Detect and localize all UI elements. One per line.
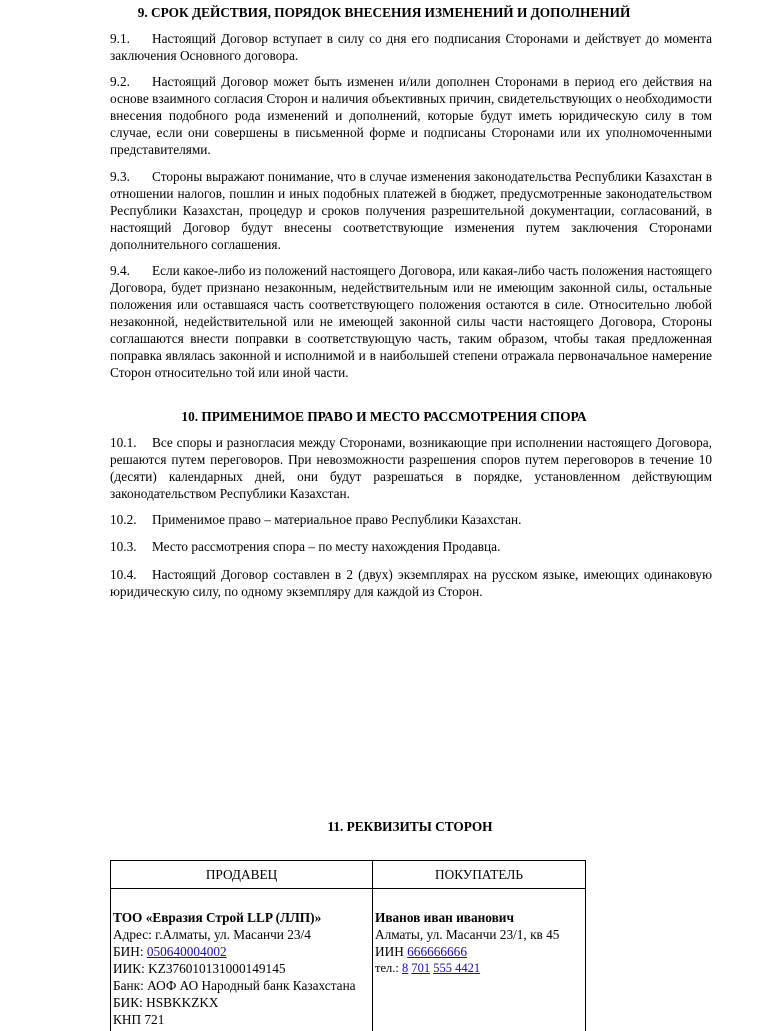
clause-text: Настоящий Договор составлен в 2 (двух) экземплярах на русском языке, имеющих одинаковую юридическую силу, по одному экземпляру для каждой из Сторон.: [110, 567, 712, 599]
clause-9-1: [110, 30, 712, 64]
clause-text: Настоящий Договор может быть изменен и/или дополнен Сторонами в период его действия на основе взаимного согласия Сторон и наличия объективных причин, свидетельствующих о необходимости внесения подобного рода изменений и дополнений, которые будут иметь юридическую силу в том случае, если они совершены в письменной форме и подписаны Сторонами или их уполномоченными представителями.: [110, 74, 712, 157]
requisites-table: [110, 860, 586, 1031]
buyer-address: Алматы, ул. Масанчи 23/1, кв 45: [375, 927, 560, 942]
clause-10-2: [110, 511, 712, 528]
buyer-name: Иванов иван иванович: [375, 910, 514, 925]
table-header-row: [111, 861, 585, 889]
buyer-phone: [375, 960, 585, 977]
seller-bik: БИК: HSBKKZKX: [113, 995, 219, 1010]
clause-number: 9.4.: [110, 263, 130, 278]
clause-text: Применимое право – материальное право Республики Казахстан.: [152, 512, 522, 527]
seller-iik: ИИК: KZ376010131000149145: [113, 961, 286, 976]
clause-number: 10.3.: [110, 539, 137, 554]
seller-bank: Банк: АОФ АО Народный банк Казахстана: [113, 978, 356, 993]
seller-name: ТОО «Евразия Строй LLP (ЛЛП)»: [113, 910, 322, 925]
clause-9-4: [110, 262, 712, 381]
clause-9-2: [110, 73, 712, 158]
seller-header: ПРОДАВЕЦ: [111, 861, 373, 888]
clause-text: Если какое-либо из положений настоящего Договора, или какая-либо часть положения настоящего Договора, будет признано незаконным, недействительным или не имеющим законной силы, остальные положения или оставшаяся часть соответствующего положения остаются в силе. Относительно любой незаконной, недействительной или не имеющей законной силы части настоящего Договора, Стороны соглашаются внести поправки в соответствующую часть, таким образом, чтобы такая предложенная поправка являлась законной и исполнимой и в наибольшей степени отражала первоначальное намерение Сторон относительно той или иной части.: [110, 263, 712, 380]
seller-bin-label: БИН:: [113, 944, 147, 959]
buyer-header: ПОКУПАТЕЛЬ: [435, 867, 523, 882]
clause-text: Стороны выражают понимание, что в случае изменения законодательства Республики Казахстан в отношении налогов, пошлин и иных подобных платежей в бюджет, предусмотренные законодательством Республики Казахстан, процедур и сроков получения разрешительной документации, согласований, в настоящий Договор будут внесены соответствующие изменения путем заключения Сторонами дополнительного соглашения.: [110, 169, 712, 252]
clause-text: Настоящий Договор вступает в силу со дня его подписания Сторонами и действует до момента заключения Основного договора.: [110, 31, 712, 63]
buyer-cell: [373, 889, 585, 1031]
seller-knp: КНП 721: [113, 1012, 165, 1027]
section-11-title: 11. РЕКВИЗИТЫ СТОРОН: [327, 819, 493, 834]
clause-10-4: [110, 566, 712, 600]
seller-bin: [113, 943, 372, 960]
section-9-title: 9. СРОК ДЕЙСТВИЯ, ПОРЯДОК ВНЕСЕНИЯ ИЗМЕНЕНИЙ И ДОПОЛНЕНИЙ: [137, 5, 631, 20]
clause-10-1: [110, 434, 712, 502]
seller-cell: [111, 889, 373, 1031]
clause-number: 10.4.: [110, 567, 137, 582]
clause-text: Место рассмотрения спора – по месту нахождения Продавца.: [152, 539, 501, 554]
clause-number: 9.1.: [110, 31, 130, 46]
seller-bin-link[interactable]: 050640004002: [146, 944, 227, 959]
clause-text: Все споры и разногласия между Сторонами, возникающие при исполнении настоящего Договора, решаются путем переговоров. При невозможности разрешения споров путем переговоров в течение 10 (десяти) календарных дней, они будут разрешаться в порядке, установленном действующим законодательством Республики Казахстан.: [110, 435, 712, 501]
table-body-row: [111, 889, 585, 1031]
buyer-iin: [375, 943, 585, 960]
phone-link-3[interactable]: 555 4421: [433, 961, 481, 975]
clause-9-3: [110, 168, 712, 253]
clause-number: 9.3.: [110, 169, 130, 184]
buyer-phone-label: тел.:: [375, 961, 402, 975]
buyer-iin-label: ИИН: [375, 944, 408, 959]
buyer-iin-link[interactable]: 666666666: [407, 944, 467, 959]
clause-number: 9.2.: [110, 74, 130, 89]
section-10-title: 10. ПРИМЕНИМОЕ ПРАВО И МЕСТО РАССМОТРЕНИЯ СПОРА: [181, 409, 587, 424]
phone-link-2[interactable]: 701: [411, 961, 431, 975]
clause-10-3: [110, 538, 712, 555]
phone-link-1[interactable]: 8: [401, 961, 409, 975]
seller-address: Адрес: г.Алматы, ул. Масанчи 23/4: [113, 927, 311, 942]
clause-number: 10.2.: [110, 512, 137, 527]
clause-number: 10.1.: [110, 435, 137, 450]
